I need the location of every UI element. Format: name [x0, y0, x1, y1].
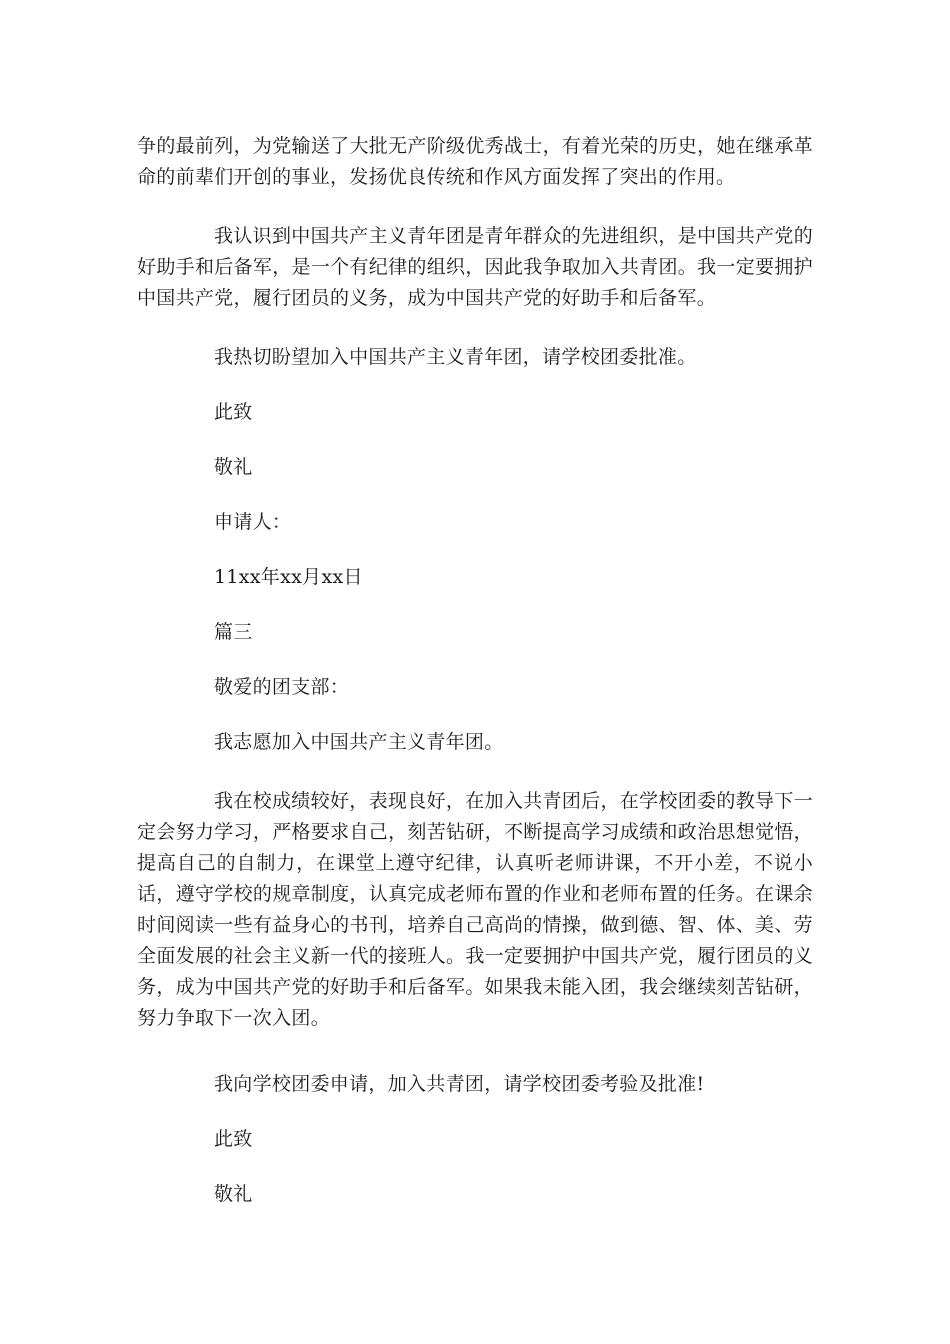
paragraph-continuation: 争的最前列，为党输送了大批无产阶级优秀战士，有着光荣的历史，她在继承革命的前辈们开创的事业，发扬优良传统和作风方面发挥了突出的作用。	[137, 135, 813, 188]
greeting: 敬爱的团支部：	[214, 676, 350, 698]
closing-salutation-2: 此致	[214, 1128, 253, 1150]
closing-regards: 敬礼	[214, 456, 253, 478]
paragraph-performance: 我在校成绩较好，表现良好，在加入共青团后，在学校团委的教导下一定会努力学习，严格要求自己，刻苦钻研，不断提高学习成绩和政治思想觉悟，提高自己的自制力，在课堂上遵守纪律，认真听老师讲课，不开小差，不说小话，遵守学校的规章制度，认真完成老师布置的作业和老师布置的任务。在课余时间阅读一些有益身心的书刊，培养自己高尚的情操，做到德、智、体、美、劳全面发展的社会主义新一代的接班人。我一定要拥护中国共产党，履行团员的义务，成为中国共产党的好助手和后备军。如果我未能入团，我会继续刻苦钻研，努力争取下一次入团。	[137, 790, 813, 1029]
paragraph-understanding: 我认识到中国共产主义青年团是青年群众的先进组织，是中国共产党的好助手和后备军，是一个有纪律的组织，因此我争取加入共青团。我一定要拥护中国共产党，履行团员的义务，成为中国共产党的好助手和后备军。	[137, 225, 813, 309]
closing-salutation: 此致	[214, 401, 253, 423]
date-line: 11xx年xx月xx日	[214, 566, 363, 588]
section-heading: 篇三	[214, 621, 253, 643]
closing-regards-2: 敬礼	[214, 1183, 253, 1205]
paragraph-intent: 我志愿加入中国共产主义青年团。	[214, 731, 504, 753]
paragraph-request: 我热切盼望加入中国共产主义青年团，请学校团委批准。	[214, 346, 697, 368]
applicant-label: 申请人：	[214, 511, 292, 533]
paragraph-application: 我向学校团委申请，加入共青团，请学校团委考验及批准!	[214, 1073, 705, 1095]
